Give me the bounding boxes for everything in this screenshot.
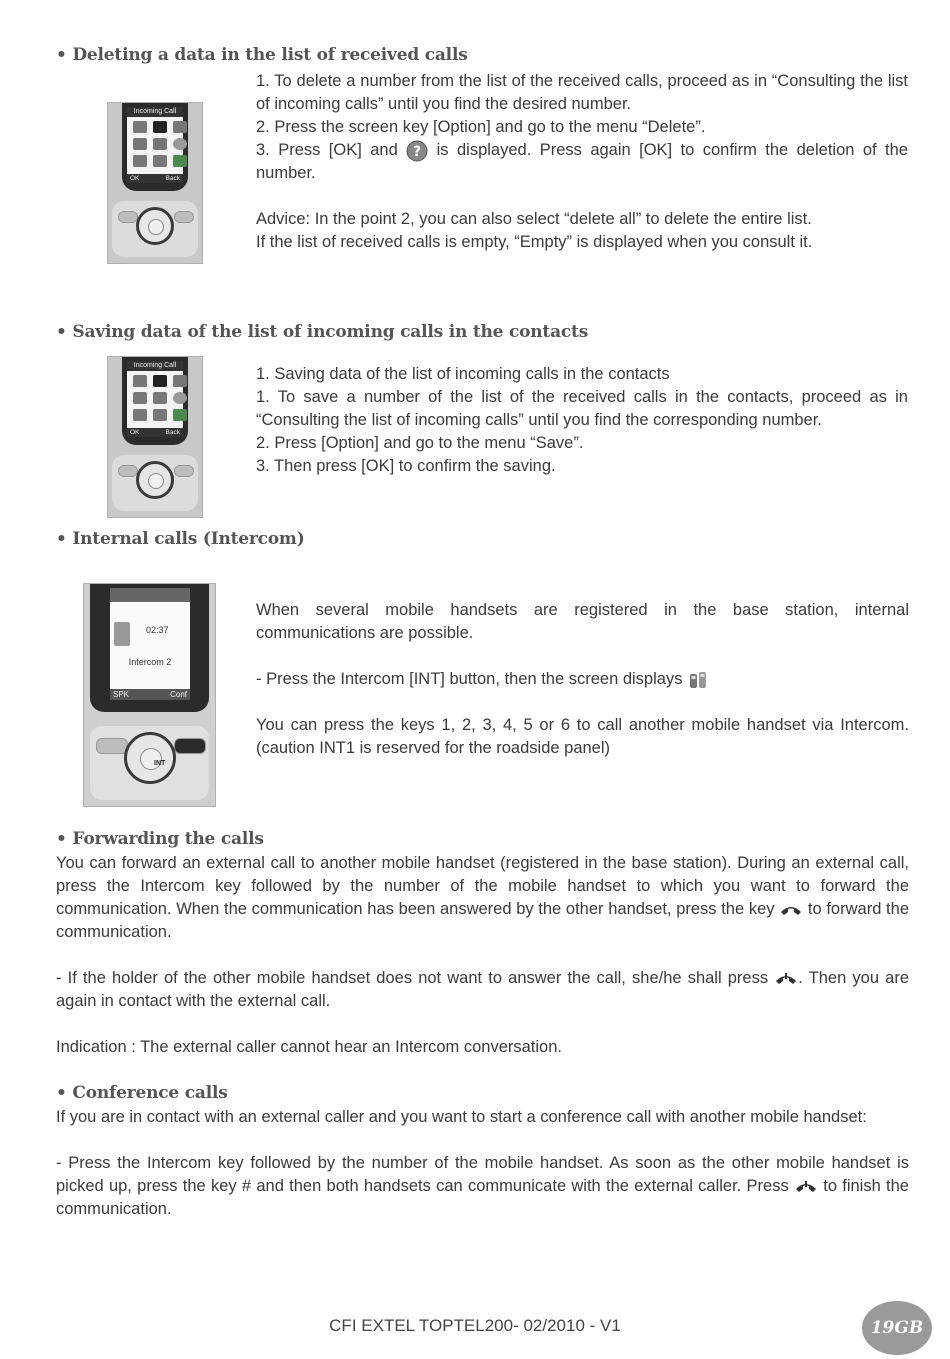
svg-text:?: ?	[413, 143, 422, 160]
phone-image-incoming-call-2	[107, 356, 203, 518]
section-heading-conference: • Conference calls	[56, 1083, 228, 1103]
phone-screen-title: Incoming Call	[127, 107, 183, 117]
phone-soft-left: OK	[130, 429, 140, 436]
phone-soft-left: OK	[130, 175, 140, 182]
phone-soft-right: Back	[165, 429, 180, 436]
section-body-intercom: When several mobile handsets are registered in the base station, internal communications are possible. - Press the Intercom [INT] button, then the screen displays You can press the keys 1, 2, 3, 4, 5 or 6 to call another mobile handset via Intercom. (caution INT1 is reserved for the roadside panel)	[256, 601, 909, 757]
section-body-save: 1. Saving data of the list of incoming calls in the contacts 1. To save a number of the list of the received calls in the contacts, proceed as in “Consulting the list of incoming calls” until you find the corresponding number. 2. Press [Option] and go to the menu “Save”. 3. Then press [OK] to confirm the saving.	[256, 365, 908, 475]
page-footer: CFI EXTEL TOPTEL200- 02/2010 - V1	[329, 1316, 621, 1335]
hang-up-icon	[779, 903, 803, 917]
section-body-delete: 1. To delete a number from the list of the received calls, proceed as in “Consulting the list of incoming calls” until you find the desired number. 2. Press the screen key [Option] and go to the menu “Delete”. 3. Press [OK] and ? is displayed. Press again [OK] to confirm the deletion of the number. Advice: In the point 2, you can also select “delete all” to delete the entire list. If the list of received calls is empty, “Empty” is displayed when you consult it.	[256, 72, 908, 251]
hang-up-icon	[774, 972, 798, 986]
section-heading-forwarding: • Forwarding the calls	[56, 829, 264, 849]
page-number-badge: 19GB	[862, 1301, 932, 1355]
phone-image-incoming-call	[107, 102, 203, 264]
phone-soft-right: Conf	[170, 690, 187, 699]
phone-screen-time: 02:37	[146, 625, 169, 635]
section-body-conference: If you are in contact with an external caller and you want to start a conference call with another mobile handset: - Press the Intercom key followed by the number of the mobile handset. As soon as the other mobile handset is picked up, press the key # and then both handsets can communicate with the external caller. Press to finish the communication.	[56, 1108, 909, 1218]
section-heading-intercom: • Internal calls (Intercom)	[56, 529, 305, 549]
hang-up-icon	[794, 1180, 818, 1194]
phone-screen-label: Intercom 2	[128, 657, 172, 667]
phone-screen-title: Incoming Call	[127, 361, 183, 371]
question-icon	[406, 140, 428, 162]
intercom-handsets-icon	[687, 669, 709, 691]
section-body-forwarding: You can forward an external call to another mobile handset (registered in the base station). During an external call, press the Intercom key followed by the number of the mobile handset to which you want to forward the communication. When the communication has been answered by the other handset, press the key to forward the communication. - If the holder of the other mobile handset does not want to answer the call, she/he shall press . Then you are again in contact with the external call. Indication : The external caller cannot hear an Intercom conversation.	[56, 854, 909, 1056]
section-heading-delete: • Deleting a data in the list of received calls	[56, 45, 468, 65]
section-heading-save: • Saving data of the list of incoming calls in the contacts	[56, 322, 589, 342]
phone-soft-left: SPK	[113, 690, 130, 699]
phone-soft-right: Back	[165, 175, 180, 182]
phone-image-intercom	[83, 583, 216, 807]
int-key-label: INT	[154, 760, 166, 767]
